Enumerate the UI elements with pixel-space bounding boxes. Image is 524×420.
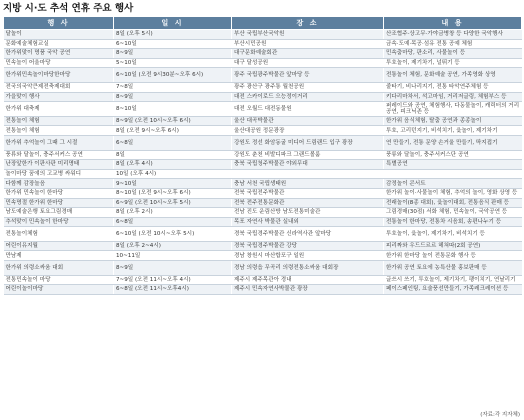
cell-content: 전래놀이(8종 대회), 윷놀이대회, 전통음식 판매 등: [384, 198, 522, 208]
cell-place: [232, 169, 384, 179]
cell-content: 줄타기, 비나리지기, 전통 타악연주체험 등: [384, 82, 522, 92]
cell-datetime: 8일 (오후 4시): [114, 160, 232, 170]
cell-content: 전통놀이 한마당, 전통차 시음회, 송편나누기 등: [384, 217, 522, 227]
cell-event: 한가위 추억놀이 그때 그 시절: [4, 135, 114, 150]
cell-event: 민속놀이 어울마당: [4, 58, 114, 68]
cell-content: 민속춤마당, 판소리, 사물놀이 등: [384, 49, 522, 59]
cell-content: 투호놀이, 제기차기, 널뛰기 등: [384, 58, 522, 68]
cell-content: 풍류와 달놀이, 충주서커스단 공연: [384, 150, 522, 160]
cell-datetime: 10일 (오후 4시): [114, 169, 232, 179]
cell-place: 대구문화예술회관: [232, 49, 384, 59]
cell-event: 전국의국악큰제전축제대회: [4, 82, 114, 92]
cell-event: 달놀이: [4, 30, 114, 40]
cell-place: 경북 국립경주박물관 신라역사관 앞마당: [232, 227, 384, 242]
cell-datetime: 8일 (오후 2~4시): [114, 241, 232, 251]
table-row: [4, 160, 522, 170]
cell-datetime: 8~9일: [114, 92, 232, 102]
cell-content: 그림경매(30점) 서화 체험, 민속놀이, 국악공연 등: [384, 208, 522, 218]
cell-event: 어린이놀이마당: [4, 285, 114, 295]
cell-place: 강원도 춘천 비발디파크 그랜드볼룸: [232, 150, 384, 160]
cell-content: 한가위 놀이·사물놀이 체험, 추억의 놀이, 영화 상영 등: [384, 188, 522, 198]
cell-content: 특별공연: [384, 160, 522, 170]
table-row: [4, 39, 522, 49]
cell-datetime: 5~10일: [114, 58, 232, 68]
cell-event: 추석맞이 민속놀이 한마당: [4, 217, 114, 227]
cell-datetime: 6~8일 (오전 11시~오후4시): [114, 285, 232, 295]
cell-place: 대구 달성공원: [232, 58, 384, 68]
table-row: [4, 135, 522, 150]
cell-place: 울산 대곡박물관: [232, 116, 384, 126]
table-row: [4, 251, 522, 261]
column-header-event: 행 사: [4, 17, 114, 30]
cell-datetime: 8일 (오후 5시): [114, 30, 232, 40]
cell-event: 한가위 민속놀이 한마당: [4, 188, 114, 198]
cell-place: 전북 국립전주박물관: [232, 188, 384, 198]
cell-place: 광주 광산구 광주통 월천공원: [232, 82, 384, 92]
cell-event: 한가위민속놀이마당한마당: [4, 68, 114, 83]
table-row: [4, 82, 522, 92]
cell-content: 피리짜와 우드드르르 헤쳐따(2회 공연): [384, 241, 522, 251]
cell-place: 대전 스카이로드 으능정이거리: [232, 92, 384, 102]
cell-content: 산조협주·상고무·가야금병창 등 다양한 국악행사: [384, 30, 522, 40]
cell-place: 부산 국립부산국악원: [232, 30, 384, 40]
cell-datetime: 8~9일 (오전 10시~오후 6시): [114, 116, 232, 126]
cell-datetime: 8~9일: [114, 49, 232, 59]
cell-place: 경남 창원시 마산합포구 일원: [232, 251, 384, 261]
cell-place: 강원도 정선 화암동굴 미디어 드림랜드 입구 광장: [232, 135, 384, 150]
table-row: [4, 116, 522, 126]
table-row: [4, 126, 522, 136]
cell-event: 남도예술은행 토요그림경매: [4, 208, 114, 218]
cell-event: 민속명절 한가위 한마당: [4, 198, 114, 208]
cell-datetime: 8~10일: [114, 102, 232, 117]
cell-event: 어린이유지월: [4, 241, 114, 251]
cell-place: 전남 진도 운림산방 남도전통미술관: [232, 208, 384, 218]
table-row: [4, 198, 522, 208]
cell-content: [384, 169, 522, 179]
table-row: [4, 179, 522, 189]
cell-content: 한가위 한마당 놀이 전통문화 행사 등: [384, 251, 522, 261]
cell-datetime: 6~9일 (오전 10시~오후 5시): [114, 198, 232, 208]
cell-place: 제주시 민속자연사박물관 광장: [232, 285, 384, 295]
cell-datetime: 8일 (오후 2시): [114, 208, 232, 218]
cell-place: 광주 국립광주박물관 앞마당 등: [232, 68, 384, 83]
table-row: [4, 150, 522, 160]
cell-event: 한가위맞이 명품 국악 공연: [4, 49, 114, 59]
cell-content: 투호, 고리던지기, 비석치기, 윷놀이, 제기차기: [384, 126, 522, 136]
cell-event: 한가위 대축제: [4, 102, 114, 117]
cell-content: 한가위 음식체험, 탈춤 공연과 종종놀이: [384, 116, 522, 126]
column-header-content: 내 용: [384, 17, 522, 30]
cell-event: 문화예술체험교실: [4, 39, 114, 49]
cell-datetime: 8~9일: [114, 261, 232, 276]
table-row: [4, 275, 522, 285]
cell-event: 전통놀이체험: [4, 227, 114, 242]
cell-content: 감정놀이 콘서트: [384, 179, 522, 189]
table-row: [4, 92, 522, 102]
table-body: [4, 30, 522, 295]
table-row: [4, 30, 522, 40]
table-row: [4, 285, 522, 295]
cell-content: 전통놀이 체험, 문화예술 공연, 가족영화 상영: [384, 68, 522, 83]
cell-place: 전북 전주전통문화관: [232, 198, 384, 208]
cell-datetime: 6~8일: [114, 135, 232, 150]
cell-place: 부산시민공원: [232, 39, 384, 49]
cell-datetime: 8일 (오전 9시~오후 6시): [114, 126, 232, 136]
table-row: [4, 261, 522, 276]
cell-place: 충남 서천 국립생태원: [232, 179, 384, 189]
page-title: 지방 시·도 추석 연휴 주요 행사: [3, 3, 134, 14]
cell-event: 전통놀이 체험: [4, 116, 114, 126]
cell-place: 제주시 제주목관아 경내: [232, 275, 384, 285]
table-row: [4, 49, 522, 59]
column-header-place: 장 소: [232, 17, 384, 30]
cell-event: 놀이마당 꿈얘의 고교병 싸워디: [4, 169, 114, 179]
table-row: [4, 68, 522, 83]
table-row: [4, 241, 522, 251]
table-row: [4, 208, 522, 218]
cell-event: 만남제: [4, 251, 114, 261]
cell-content: 금속·도예·목공·섬유 전통 공예 체험: [384, 39, 522, 49]
cell-place: 울산대공원 정문광장: [232, 126, 384, 136]
cell-content: 글쓰시 쓰기, 투호놀이, 제기차기, 팽이치기, 연날리기: [384, 275, 522, 285]
cell-datetime: 8~10일 (오전 9시~오후 6시): [114, 188, 232, 198]
cell-datetime: 6~10일 (오전 9시30분~오후 6시): [114, 68, 232, 83]
cell-place: 목포 자연사 박물관 실내외: [232, 217, 384, 227]
cell-datetime: 7~8일: [114, 82, 232, 92]
table-row: [4, 188, 522, 198]
table-row: [4, 217, 522, 227]
cell-event: 전통민속놀이 마당: [4, 275, 114, 285]
cell-datetime: 8일: [114, 150, 232, 160]
cell-content: 투호놀이, 윷놀이, 제기차기, 비석치기 등: [384, 227, 522, 242]
column-header-datetime: 일 시: [114, 17, 232, 30]
source-note: (자료:각 지자체): [480, 412, 520, 418]
cell-place: 경남 의령읍 무곡리 의령전통소싸움 대회장: [232, 261, 384, 276]
cell-content: 한가위 공연 토요에 농특산물 홍보판매 등: [384, 261, 522, 276]
cell-place: 충북 국립청주박물관 야외무대: [232, 160, 384, 170]
cell-event: 전통놀이 체험: [4, 126, 114, 136]
events-table: [3, 16, 522, 295]
cell-place: 경북 국립경주박물관 강당: [232, 241, 384, 251]
cell-event: 난장앞한가 이판사판 미리명태: [4, 160, 114, 170]
cell-event: 한가위 의령소싸움 대회: [4, 261, 114, 276]
cell-content: 페이스페인팅, 요술풍선만들기, 가족레크레이션 등: [384, 285, 522, 295]
cell-datetime: 9~10일: [114, 179, 232, 189]
table-row: [4, 169, 522, 179]
cell-datetime: 6~8일: [114, 217, 232, 227]
cell-event: 가을맞이 행사: [4, 92, 114, 102]
cell-datetime: 7~9일 (오전 11시~오후 4시): [114, 275, 232, 285]
cell-event: 풍류와 달놀이, 충주서커스 공연: [4, 150, 114, 160]
table-row: [4, 227, 522, 242]
cell-datetime: 6~10일: [114, 39, 232, 49]
table-row: [4, 102, 522, 117]
cell-content: 키다리마차서, 석고마임, 거리저글링, 체험부스 등: [384, 92, 522, 102]
table-row: [4, 58, 522, 68]
cell-datetime: 10~11일: [114, 251, 232, 261]
cell-event: 다함께 감장놀음: [4, 179, 114, 189]
table-header-row: [4, 17, 522, 30]
cell-content: 연 만들기, 전통 문양 손거울 만들기, 딱지접기: [384, 135, 522, 150]
cell-content: 퍼레이드와 공연, 체험행사, 다동물놀이, 캐릭터의 거리공연, 피크닉존 등: [384, 102, 522, 117]
cell-place: 대전 오월드 대전동물원: [232, 102, 384, 117]
cell-datetime: 6~10일 (오전 10시~오후 5시): [114, 227, 232, 242]
